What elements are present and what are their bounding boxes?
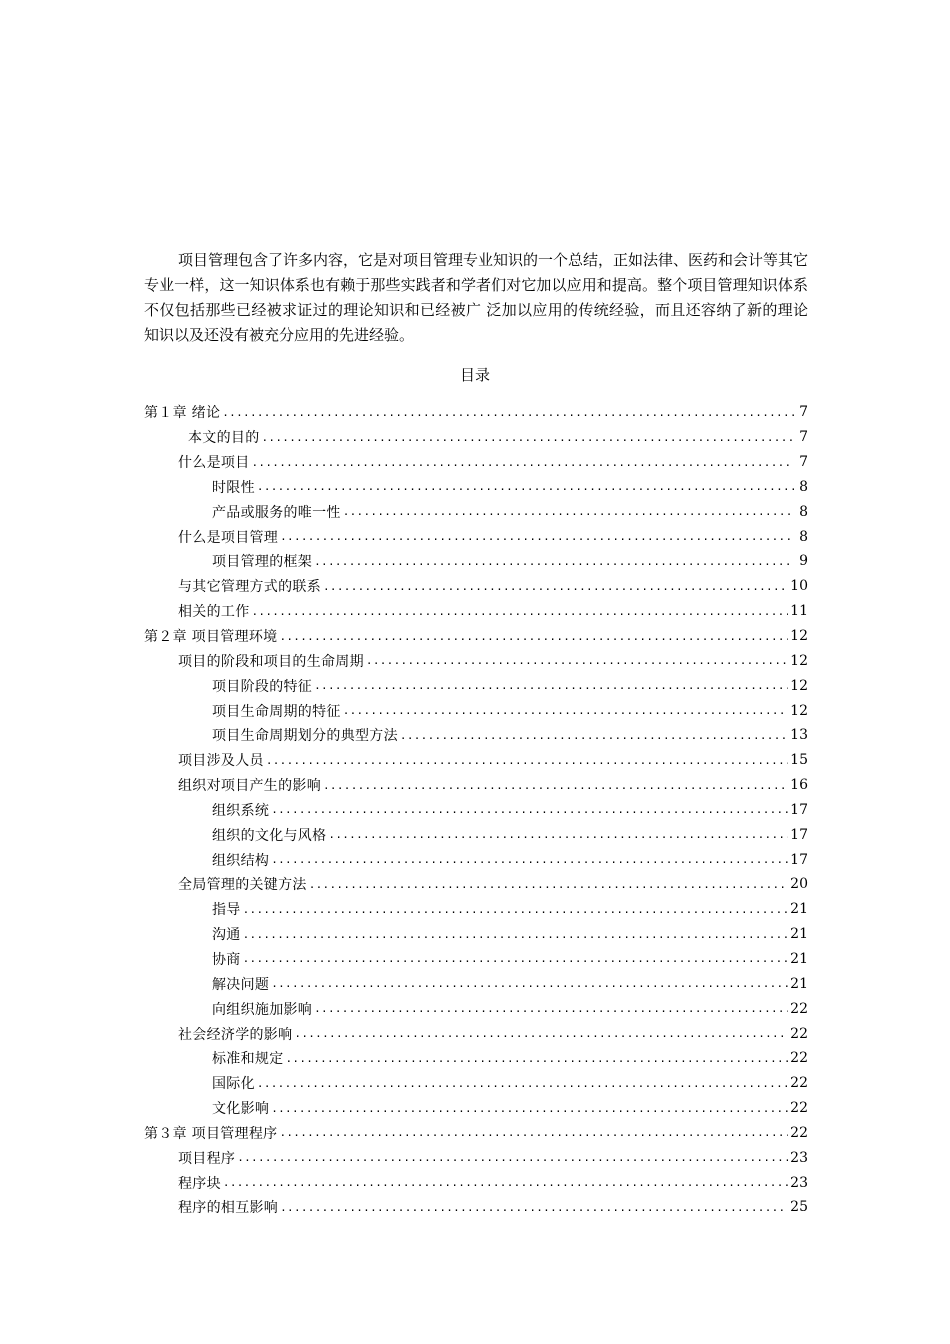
toc-entry-page-number: 7 <box>799 429 808 446</box>
toc-entry[interactable] <box>144 574 808 599</box>
toc-entry-label: 组织结构 <box>212 852 270 869</box>
toc-entry-label: 协商 <box>212 951 241 968</box>
toc-entry-page-number: 21 <box>790 901 808 918</box>
toc-entry-label: 程序的相互影响 <box>178 1200 279 1217</box>
toc-entry[interactable] <box>144 425 808 450</box>
toc-entry-label: 项目程序 <box>178 1150 236 1167</box>
toc-entry-page-number: 20 <box>790 876 808 893</box>
toc-dot-leader <box>222 406 794 419</box>
toc-entry-page-number: 8 <box>799 528 808 545</box>
intro-paragraph: 项目管理包含了许多内容，它是对项目管理专业知识的一个总结，正如法律、医药和会计等其它专业一样，这一知识体系也有赖于那些实践者和学者们对它加以应用和提高。整个项目管理知识体系不仅包括那些已经被求证过的理论知识和已经被广 泛加以应用的传统经验，而且还容纳了新的理论知识以及还没有被充分应用的先进经验。 <box>144 251 809 344</box>
toc-entry-label: 程序块 <box>178 1175 221 1192</box>
toc-dot-leader <box>257 480 794 493</box>
toc-dot-leader <box>294 1027 788 1040</box>
toc-entry[interactable] <box>144 872 808 897</box>
toc-entry[interactable] <box>144 1120 808 1145</box>
toc-entry-label: 第２章 项目管理环境 <box>144 629 278 646</box>
toc-entry-page-number: 12 <box>790 677 808 694</box>
toc-entry[interactable] <box>144 1195 808 1220</box>
toc-entry-page-number: 15 <box>790 752 808 769</box>
toc-entry-label: 指导 <box>212 902 241 919</box>
toc-dot-leader <box>243 952 789 965</box>
toc-dot-leader <box>243 928 789 941</box>
toc-entry[interactable] <box>144 996 808 1021</box>
toc-entry-page-number: 17 <box>790 851 808 868</box>
toc-entry[interactable] <box>144 499 808 524</box>
toc-entry-page-number: 12 <box>790 628 808 645</box>
toc-dot-leader <box>237 1151 788 1164</box>
toc-entry[interactable] <box>144 1046 808 1071</box>
toc-entry-label: 项目管理的框架 <box>212 554 313 571</box>
toc-dot-leader <box>314 1002 788 1015</box>
toc-entry[interactable] <box>144 922 808 947</box>
toc-entry-page-number: 11 <box>790 603 808 620</box>
toc-entry-page-number: 22 <box>790 1000 808 1017</box>
toc-entry[interactable] <box>144 549 808 574</box>
toc-dot-leader <box>280 530 794 543</box>
toc-entry-page-number: 7 <box>799 454 808 471</box>
toc-entry-label: 组织系统 <box>212 802 270 819</box>
toc-entry-page-number: 22 <box>790 1100 808 1117</box>
toc-entry-page-number: 21 <box>790 950 808 967</box>
toc-dot-leader <box>271 977 788 990</box>
toc-dot-leader <box>257 1077 788 1090</box>
toc-dot-leader <box>266 754 788 767</box>
toc-entry-label: 第１章 绪论 <box>144 405 221 422</box>
toc-entry[interactable] <box>144 971 808 996</box>
toc-entry-page-number: 22 <box>790 1050 808 1067</box>
toc-entry[interactable] <box>144 798 808 823</box>
toc-entry-label: 项目阶段的特征 <box>212 678 313 695</box>
toc-dot-leader <box>252 456 795 469</box>
toc-entry[interactable] <box>144 624 808 649</box>
toc-entry-label: 本文的目的 <box>188 430 260 447</box>
toc-entry-page-number: 22 <box>790 1075 808 1092</box>
toc-entry-label: 文化影响 <box>212 1101 270 1118</box>
toc-entry-label: 时限性 <box>212 479 255 496</box>
toc-entry[interactable] <box>144 847 808 872</box>
toc-entry-label: 组织的文化与风格 <box>212 827 327 844</box>
toc-entry[interactable] <box>144 822 808 847</box>
toc-entry-label: 向组织施加影响 <box>212 1001 313 1018</box>
toc-entry-label: 全局管理的关键方法 <box>178 877 307 894</box>
toc-entry[interactable] <box>144 450 808 475</box>
toc-entry-page-number: 16 <box>790 777 808 794</box>
toc-dot-leader <box>323 779 788 792</box>
toc-dot-leader <box>271 803 788 816</box>
toc-entry-page-number: 17 <box>790 801 808 818</box>
toc-entry-label: 与其它管理方式的联系 <box>178 579 321 596</box>
toc-entry[interactable] <box>144 1021 808 1046</box>
toc-entry[interactable] <box>144 723 808 748</box>
toc-entry[interactable] <box>144 947 808 972</box>
toc-dot-leader <box>400 729 788 742</box>
toc-dot-leader <box>314 555 794 568</box>
toc-entry-label: 项目的阶段和项目的生命周期 <box>178 653 364 670</box>
toc-entry-label: 社会经济学的影响 <box>178 1026 293 1043</box>
toc-entry-label: 国际化 <box>212 1076 255 1093</box>
toc-entry-label: 什么是项目管理 <box>178 529 279 546</box>
toc-entry-label: 组织对项目产生的影响 <box>178 778 321 795</box>
toc-entry-page-number: 10 <box>790 578 808 595</box>
toc-entry-page-number: 21 <box>790 926 808 943</box>
toc-entry[interactable] <box>144 475 808 500</box>
toc-entry[interactable] <box>144 673 808 698</box>
toc-entry[interactable] <box>144 773 808 798</box>
toc-dot-leader <box>286 1052 789 1065</box>
toc-entry-page-number: 7 <box>799 404 808 421</box>
toc-dot-leader <box>314 679 788 692</box>
toc-entry-label: 沟通 <box>212 927 241 944</box>
toc-entry-page-number: 8 <box>799 478 808 495</box>
toc-entry-label: 项目涉及人员 <box>178 753 264 770</box>
toc-dot-leader <box>280 1201 788 1214</box>
toc-entry[interactable] <box>144 1145 808 1170</box>
toc-entry-page-number: 21 <box>790 975 808 992</box>
toc-dot-leader <box>343 704 788 717</box>
toc-dot-leader <box>262 431 795 444</box>
toc-entry[interactable] <box>144 698 808 723</box>
toc-dot-leader <box>223 1176 788 1189</box>
toc-entry-label: 什么是项目 <box>178 455 250 472</box>
toc-entry-page-number: 13 <box>790 727 808 744</box>
toc-dot-leader <box>279 630 788 643</box>
toc-entry-label: 产品或服务的唯一性 <box>212 504 341 521</box>
toc-dot-leader <box>343 505 794 518</box>
toc-entry-label: 标准和规定 <box>212 1051 284 1068</box>
toc-entry[interactable] <box>144 524 808 549</box>
toc-entry-page-number: 23 <box>790 1149 808 1166</box>
toc-dot-leader <box>243 903 789 916</box>
toc-entry[interactable] <box>144 599 808 624</box>
toc-entry[interactable] <box>144 1170 808 1195</box>
toc-dot-leader <box>271 1102 788 1115</box>
toc-dot-leader <box>279 1126 788 1139</box>
toc-entry-label: 解决问题 <box>212 976 270 993</box>
toc-entry-page-number: 9 <box>799 553 808 570</box>
toc-dot-leader <box>252 605 789 618</box>
toc-entry[interactable] <box>144 400 808 425</box>
toc-entry[interactable] <box>144 1096 808 1121</box>
toc-entry[interactable] <box>144 648 808 673</box>
toc-dot-leader <box>323 580 788 593</box>
toc-entry-label: 第３章 项目管理程序 <box>144 1125 278 1142</box>
toc-dot-leader <box>366 654 788 667</box>
toc-entry-label: 项目生命周期划分的典型方法 <box>212 728 398 745</box>
toc-entry-label: 项目生命周期的特征 <box>212 703 341 720</box>
toc-entry-page-number: 22 <box>790 1124 808 1141</box>
table-of-contents <box>144 400 808 1220</box>
toc-entry-page-number: 22 <box>790 1025 808 1042</box>
toc-entry[interactable] <box>144 748 808 773</box>
toc-entry-label: 相关的工作 <box>178 604 250 621</box>
toc-dot-leader <box>309 878 788 891</box>
toc-entry-page-number: 23 <box>790 1174 808 1191</box>
toc-entry[interactable] <box>144 897 808 922</box>
toc-entry-page-number: 17 <box>790 826 808 843</box>
toc-entry[interactable] <box>144 1071 808 1096</box>
toc-title: 目录 <box>459 366 490 384</box>
toc-entry-page-number: 25 <box>790 1199 808 1216</box>
toc-dot-leader <box>328 828 788 841</box>
toc-entry-page-number: 8 <box>799 503 808 520</box>
toc-entry-page-number: 12 <box>790 702 808 719</box>
toc-dot-leader <box>271 853 788 866</box>
toc-entry-page-number: 12 <box>790 652 808 669</box>
